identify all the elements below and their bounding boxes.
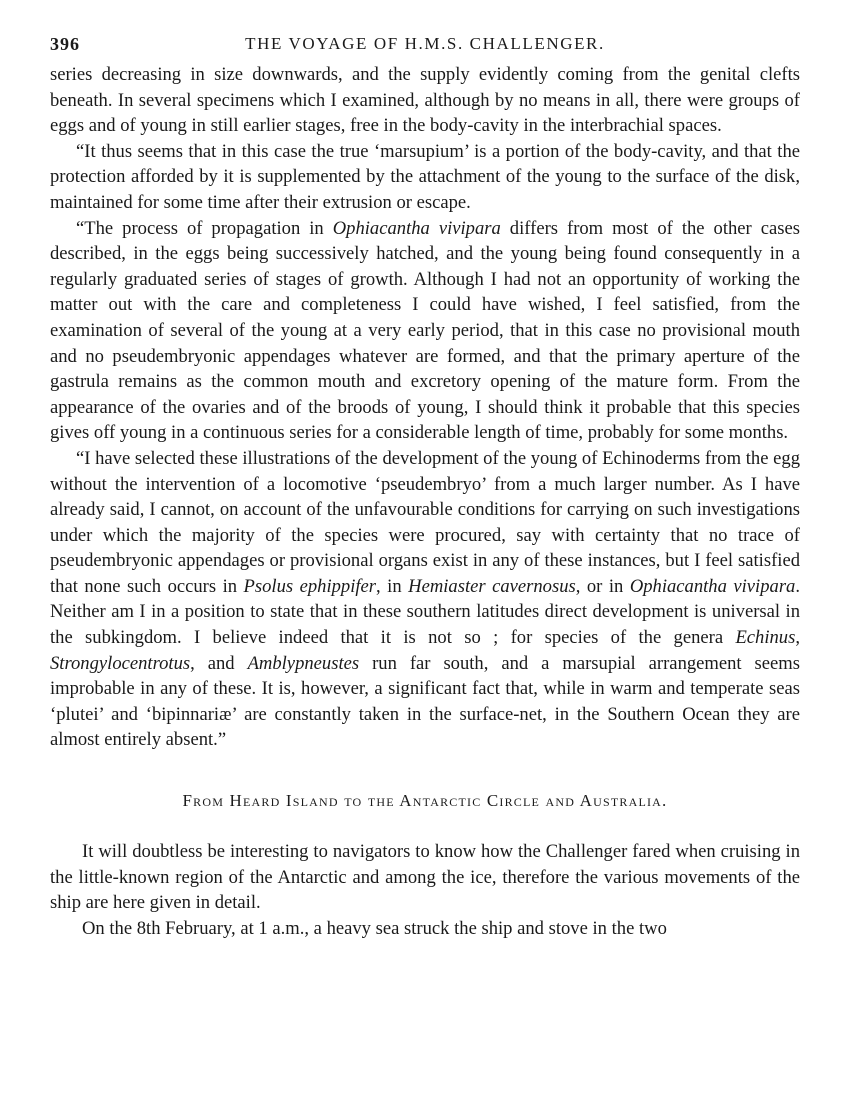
italic-text-segment: Ophiacantha vivipara bbox=[629, 575, 796, 597]
section-heading: From Heard Island to the Antarctic Circle and Australia. bbox=[182, 791, 668, 811]
text-segment: On the 8th February, at 1 a.m., a heavy sea struck the ship and stove in the two bbox=[82, 917, 667, 939]
text-segment: “It thus seems that in this case the true ‘marsupium’ is a portion of the body-cavity, and that the protection afforded by it is supplemented by the attachment of the young to the surface of the disk, maintained for some time after their extrusion or escape. bbox=[50, 140, 800, 213]
text-segment: It will doubtless be interesting to navigators to know how the Challenger fared when cruising in the little-known region of the Antarctic and among the ice, therefore the various movements of the ship are here given in detail. bbox=[50, 841, 800, 914]
paragraph-1 bbox=[50, 62, 800, 139]
italic-text-segment: Amblypneustes bbox=[247, 652, 360, 674]
italic-text-segment: Hemiaster cavernosus bbox=[408, 575, 576, 597]
text-segment: “I have selected these illustrations of the development of the young of Echinoderms from the egg without the intervention of a locomotive ‘pseudembryo’ from a much larger number. As I have already said, I cannot, on account of the unfavourable conditions for carrying on such investigations under which the majority of the species were procured, say with certainty that no trace of pseudembryonic appendages or provisional organs exist in any of these instances, but I feel satisfied that none such occurs in bbox=[50, 447, 800, 597]
text-segment: “The process of propagation in bbox=[76, 217, 333, 239]
text-segment: , in bbox=[376, 575, 409, 597]
italic-text-segment: Psolus ephippifer bbox=[243, 575, 377, 597]
text-segment: , or in bbox=[575, 575, 630, 597]
text-segment: , bbox=[795, 627, 800, 649]
paragraph-2 bbox=[50, 139, 800, 216]
running-title: THE VOYAGE OF H.M.S. CHALLENGER. bbox=[245, 34, 605, 53]
paragraph-4 bbox=[50, 446, 800, 753]
section-paragraph-2 bbox=[50, 916, 800, 942]
text-segment: series decreasing in size downwards, and the supply evidently coming from the genital clefts beneath. In several specimens which I examined, although by no means in all, there were groups of eggs and of young in still earlier stages, free in the body-cavity in the interbrachial spaces. bbox=[50, 64, 800, 137]
page-number: 396 bbox=[50, 34, 80, 54]
italic-text-segment: Ophiacantha vivipara bbox=[332, 217, 501, 239]
text-segment: run far south, and a marsupial arrangement seems improbable in any of these. It is, however, a significant fact that, while in warm and temperate seas ‘plutei’ and ‘bipinnariæ’ are constantly taken in the surface-net, in the Southern Ocean they are almost entirely absent.” bbox=[50, 652, 800, 751]
text-segment: . Neither am I in a position to state that in these southern latitudes direct development is universal in the subkingdom. I believe indeed that it is not so ; for species of the genera bbox=[50, 575, 801, 649]
text-segment: differs from most of the other cases described, in the eggs being successively hatched, and the young being found consequently in a regularly graduated series of stages of growth. Although I had not an opportunity of working the matter out with the care and completeness I could have wished, I feel satisfied, from the examination of several of the young at a very early period, that in this case no provisional mouth and no pseudembryonic appendages whatever are formed, and that the primary aperture of the gastrula remains as the common mouth and excretory opening of the mature form. From the appearance of the ovaries and of the broods of young, I should think it probable that this species gives off young in a continuous series for a considerable length of time, probably for some months. bbox=[50, 217, 800, 444]
section-paragraph-1 bbox=[50, 839, 800, 916]
page-header bbox=[50, 28, 800, 62]
text-segment: , and bbox=[190, 652, 248, 674]
italic-text-segment: Strongylocentrotus bbox=[50, 652, 191, 674]
italic-text-segment: Echinus bbox=[735, 627, 796, 649]
paragraph-3 bbox=[50, 216, 800, 446]
